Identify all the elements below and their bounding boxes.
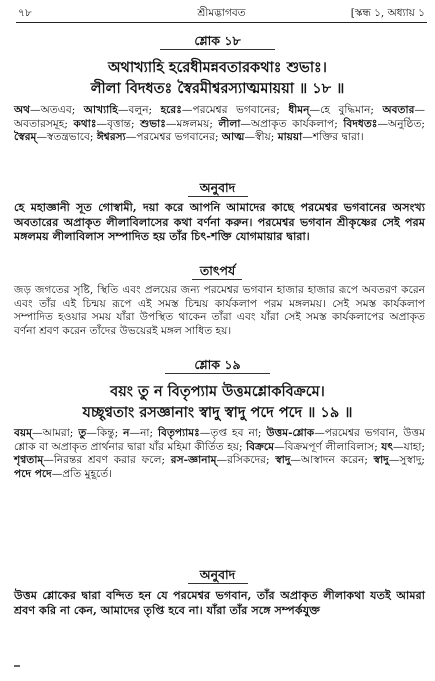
- synonym-meaning: —আমরা;: [32, 427, 79, 439]
- synonym-word: ঈশ্বরস্য: [96, 131, 126, 143]
- verse-19-heading: শ্লোক ১৯: [194, 357, 241, 372]
- verse-19-translation-rule: [188, 583, 248, 584]
- synonym-meaning: —নিরন্তর শ্রবণ করার ফলে;: [43, 454, 171, 466]
- synonym-word: স্বৈরম্: [14, 131, 37, 143]
- synonym-word: যৎ: [381, 440, 394, 453]
- verse-19-sanskrit-line-2: যচ্ছৃণ্বতাং রসজ্ঞানাং স্বাদু স্বাদু পদে পদে ॥ ১৯ ॥: [82, 404, 353, 421]
- synonym-meaning: —বিক্রমপূর্ণ লীলাবিলাস;: [274, 440, 382, 453]
- synonym-meaning: —বলুন;: [117, 104, 161, 116]
- synonym-meaning: —পরমেশ্বর ভগবানের;: [125, 131, 222, 143]
- synonym-meaning: —বৃত্তান্ত;: [96, 117, 141, 130]
- synonym-word: কথাঃ: [73, 117, 97, 130]
- synonym-meaning: —কিন্তু;: [86, 427, 124, 439]
- verse-19-translation: উত্তম শ্লোকের দ্বারা বন্দিত হন যে পরমেশ্বর ভগবান, তাঁর অপ্রাকৃত লীলাকথা যতই আমরা শ্রবণ করি না কেন, আমাদের তৃপ্তি হবে না। যাঁরা তাঁর সঙ্গে সম্পর্কযুক্ত: [14, 588, 425, 617]
- synonym-word: আত্ম: [221, 131, 245, 143]
- synonym-meaning: —অবতারসমূহ;: [14, 104, 425, 130]
- synonym-word: বিদধতঃ: [343, 117, 378, 130]
- verse-19-heading-rule: [165, 373, 270, 374]
- synonym-meaning: —পরমেশ্বর ভগবানের;: [181, 104, 289, 116]
- synonym-meaning: —স্বতন্ত্রভাবে;: [36, 131, 97, 143]
- synonym-meaning: —না;: [129, 427, 159, 439]
- running-header: [18, 6, 425, 22]
- synonym-word: লীলা: [218, 117, 241, 130]
- synonym-meaning: —আস্বাদন করেন;: [290, 454, 374, 466]
- synonym-meaning: —শক্তির দ্বারা।: [302, 131, 364, 143]
- verse-19-synonyms: [14, 427, 425, 481]
- verse-19-sanskrit-line-1: বয়ং তু ন বিতৃপ্যাম উত্তমশ্লোকবিক্রমে।: [110, 383, 325, 400]
- synonym-word: স্বাদু: [373, 454, 389, 466]
- synonym-word: ধীমন্: [288, 104, 310, 116]
- verse-19-translation-heading: অনুবাদ: [199, 567, 236, 582]
- verse-18-synonyms: [14, 104, 425, 145]
- synonym-meaning: —তৃপ্ত হব না;: [199, 427, 267, 439]
- synonym-meaning: —অতএব;: [30, 104, 84, 116]
- verse-18-purport-heading: তাৎপর্য: [199, 263, 236, 278]
- synonym-meaning: —অপ্রাকৃত কার্যকলাপ;: [240, 117, 344, 130]
- synonym-meaning: —রসিকদের;: [216, 454, 276, 466]
- synonym-word: বয়ম্: [14, 427, 33, 439]
- synonym-meaning: —পরমেশ্বর ভগবান, উত্তম শ্লোক বা অপ্রাকৃত প্রার্থনার দ্বারা যাঁর মহিমা কীর্তিত হয়;: [14, 427, 425, 453]
- synonym-word: শুভাঃ: [140, 117, 166, 130]
- verse-18-sanskrit-line-2: লীলা বিদধতঃ স্বৈরমীশ্বরস্যাত্মমায়য়া ॥ ১৮ ॥: [90, 80, 345, 97]
- synonym-word: আখ্যাহি: [83, 104, 118, 116]
- synonym-word: বিক্রমে: [246, 440, 275, 453]
- synonym-word: বিতৃপ্যামঃ: [158, 427, 200, 439]
- synonym-word: মায়য়া: [277, 131, 303, 143]
- verse-18-heading: শ্লোক ১৮: [194, 33, 241, 48]
- verse-18-purport-rule: [192, 279, 242, 280]
- synonym-meaning: —সুস্বাদু;: [388, 454, 425, 466]
- page-number: ৭৮: [18, 7, 32, 19]
- synonym-word: শৃণ্বতাম্: [14, 454, 44, 466]
- synonym-meaning: —স্বীয়;: [244, 131, 278, 143]
- footer-mark: [14, 665, 20, 667]
- synonym-word: পদে পদে: [14, 467, 52, 480]
- synonym-word: হরেঃ: [160, 104, 182, 116]
- verse-18-heading-rule: [160, 49, 275, 50]
- synonym-word: উত্তম-শ্লোক: [266, 427, 315, 439]
- synonym-meaning: —যাহা;: [393, 440, 426, 453]
- synonym-word: ন: [123, 427, 130, 439]
- verse-18-purport: জড় জগতের সৃষ্টি, স্থিতি এবং প্রলয়ের জন্য পরমেশ্বর ভগবান হাজার হাজার রূপে অবতরণ করেন এবং তাঁর এই চিন্ময় রূপে এই সমস্ত চিন্ময় কার্যকলাপ পরম মঙ্গলময়। সেই সমস্ত কার্যকলাপ সম্পাদিত হওয়ার সময় যাঁরা উপস্থিত থাকেন তাঁরা এবং যাঁরা সেই সমস্ত কার্যকলাপের অপ্রাকৃত বর্ণনা শ্রবণ করেন তাঁদের উভয়েরই মঙ্গল সাধিত হয়।: [14, 284, 425, 337]
- synonym-word: অবতার: [382, 104, 415, 116]
- synonym-word: স্বাদু: [275, 454, 291, 466]
- verse-18-translation: হে মহাজ্ঞানী সূত গোস্বামী, দয়া করে আপনি আমাদের কাছে পরমেশ্বর ভগবানের অসংখ্য অবতারের অপ্রাকৃত লীলাবিলাসের কথা বর্ণনা করুন। পরমেশ্বর ভগবান শ্রীকৃষ্ণের সেই পরম মঙ্গলময় লীলাবিলাস সম্পাদিত হয় তাঁর চিৎ-শক্তি যোগমায়ার দ্বারা।: [14, 200, 425, 243]
- chapter-location: [স্কন্ধ ১, অধ্যায় ১: [350, 7, 425, 19]
- synonym-meaning: —অনুষ্ঠিত;: [377, 117, 425, 130]
- synonym-meaning: —হে বুদ্ধিমান;: [309, 104, 383, 116]
- book-title: শ্রীমদ্ভাগবত: [197, 7, 246, 19]
- synonym-meaning: —প্রতি মুহূর্তে।: [51, 467, 113, 480]
- synonym-word: অথ: [14, 104, 31, 116]
- verse-18-translation-rule: [188, 196, 248, 197]
- verse-18-sanskrit-line-1: অথাখ্যাহি হরেধীমন্নবতারকথাঃ শুভাঃ।: [108, 59, 327, 76]
- verse-18-translation-heading: অনুবাদ: [199, 180, 236, 195]
- synonym-word: রস-জ্ঞানাম্: [170, 454, 217, 466]
- header-rule: [16, 22, 427, 23]
- synonym-meaning: —মঙ্গলময়;: [165, 117, 219, 130]
- synonym-word: তু: [78, 427, 87, 439]
